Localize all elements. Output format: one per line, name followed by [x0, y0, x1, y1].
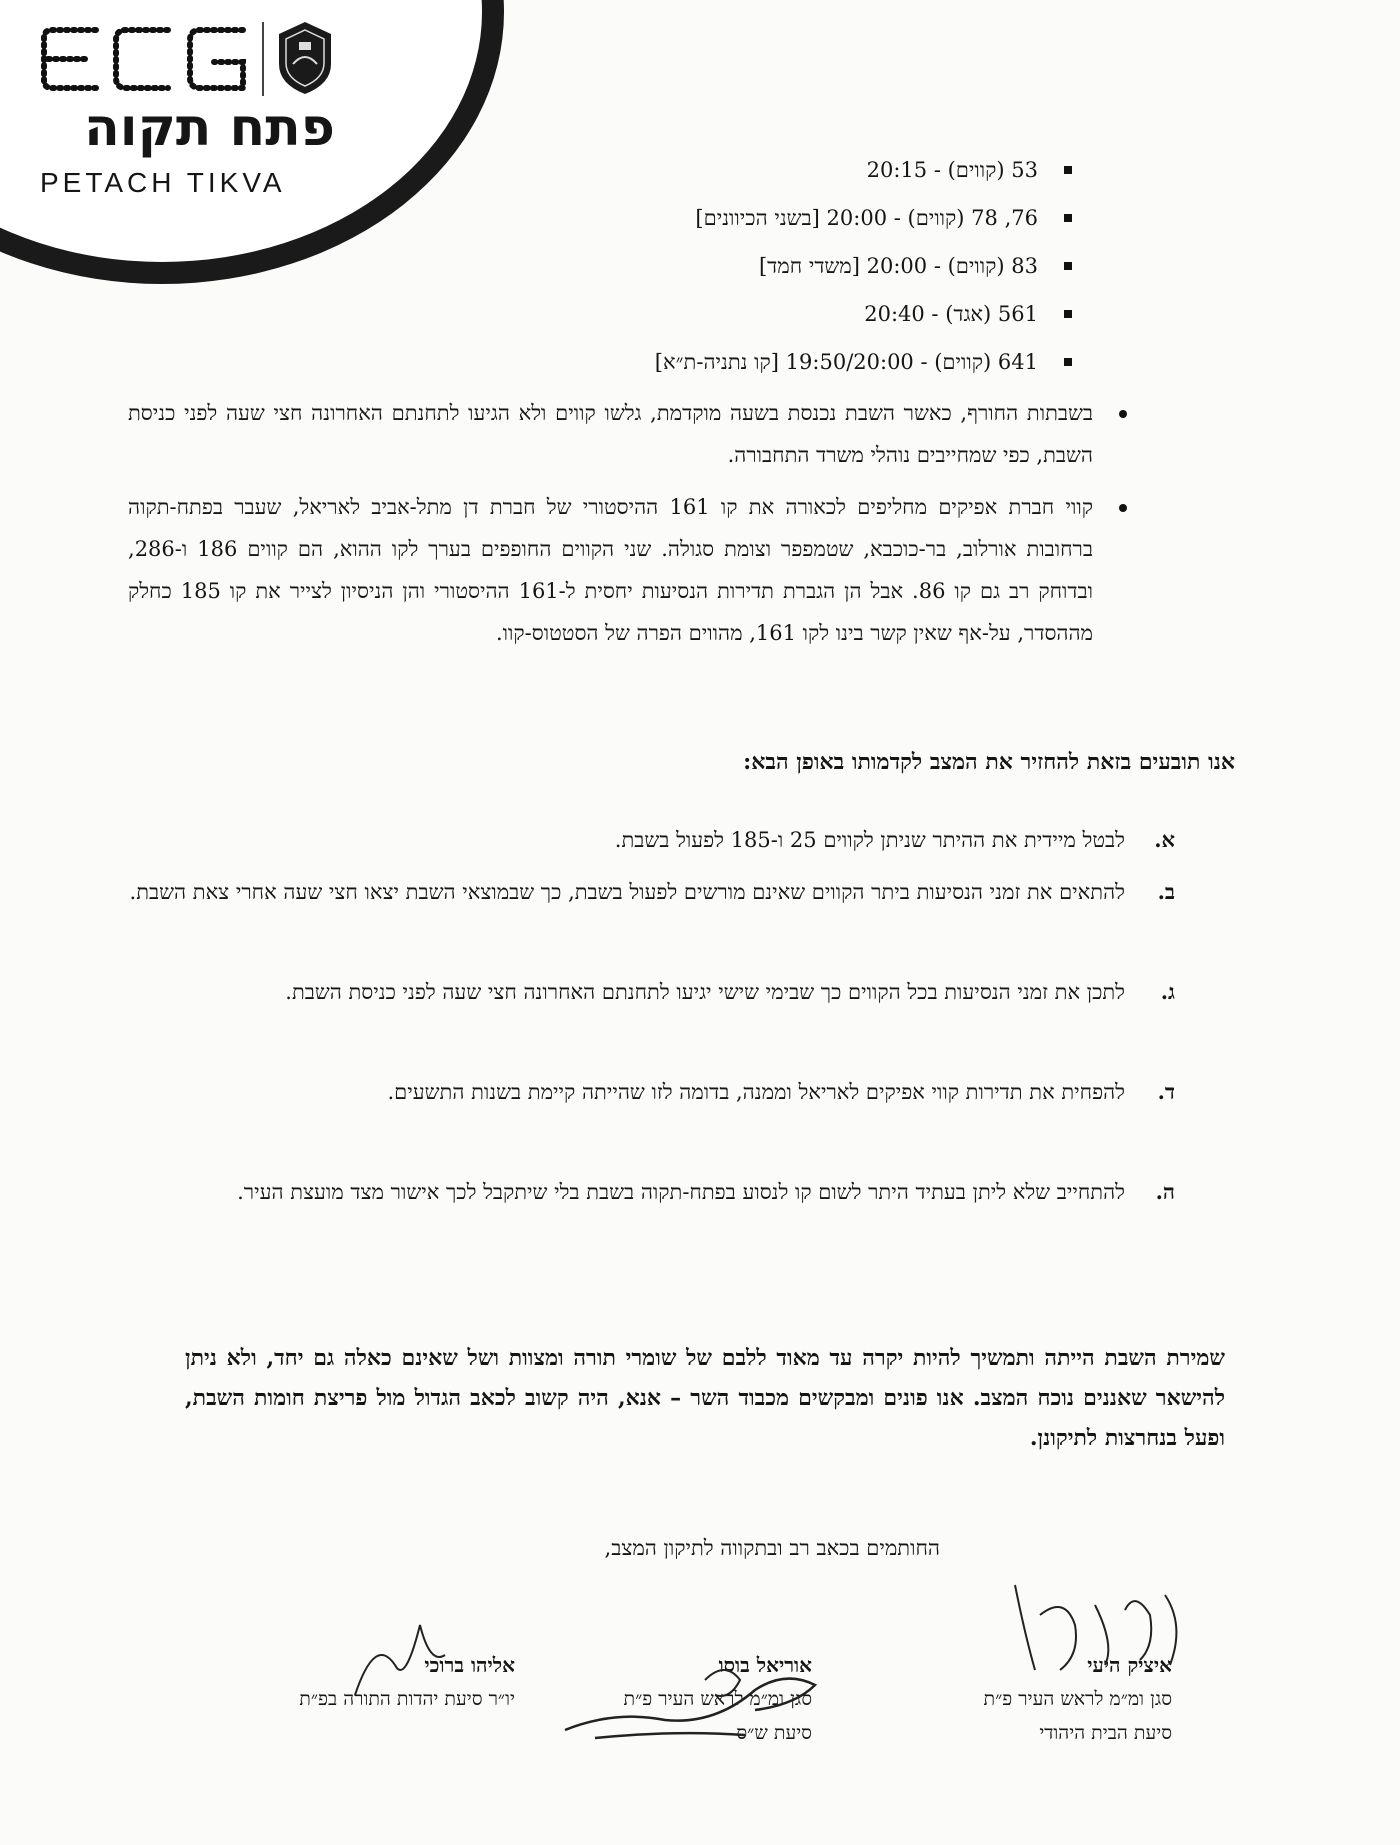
square-bullet-icon — [1064, 214, 1072, 222]
demand-letter: ב. — [1157, 879, 1175, 904]
demands-heading: אנו תובעים בזאת להחזיר את המצב לקדמותו באופן הבא: — [743, 749, 1235, 775]
handwritten-signature-icon — [335, 1615, 465, 1705]
schedule-item: 83 (קווים) - 20:00 [משדי חמד] — [380, 242, 1080, 290]
round-bullet-icon — [1119, 410, 1127, 418]
demand-text: לבטל מיידית את ההיתר שניתן לקווים 25 ו-185 לפעול בשבת. — [614, 828, 1125, 852]
demand-text: להתאים את זמני הנסיעות ביתר הקווים שאינם מורשים לפעול בשבת, כך שבמוצאי השבת יצאו חצי שעה אחרי צאת השבת. — [129, 880, 1125, 904]
signatory-title: סגן ומ״מ לראש העיר פ״ת — [623, 1688, 812, 1710]
demand-item — [125, 970, 1175, 1014]
city-logo-letters-icon — [38, 22, 253, 96]
demand-letter: א. — [1154, 827, 1175, 852]
demand-text: להפחית את תדירות קווי אפיקים לאריאל וממנה, בדומה לזו שהייתה קיימת בשנות התשעים. — [387, 1080, 1125, 1104]
bullet-paragraph: קווי חברת אפיקים מחליפים לכאורה את קו 161 ההיסטורי של חברת דן מתל-אביב לאריאל, שעבר בפתח-תקוה ברחובות אורלוב, בר-כוכבא, שטמפפר וצומת סגולה. שני הקווים החופפים בערך לקו ההוא, הם קווים 186 ו-286, ובדוחק רב גם קו 86. אבל הן הגברת תדירות הנסיעות יחסית ל-161 ההיסטורי והן הניסיון לצייר את קו 185 כחלק מההסדר, על-אף שאין קשר בינו לקו 161, מהווים הפרה של הסטטוס-קוו. — [128, 486, 1145, 654]
demand-text: להתחייב שלא ליתן בעתיד היתר לשום קו לנסוע בפתח-תקוה בשבת בלי שיתקבל לכך אישור מצד מועצת העיר. — [237, 1180, 1125, 1204]
city-emblem-icon — [275, 20, 335, 96]
demand-letter: ד. — [1157, 1079, 1175, 1104]
signatory-name: אוריאל בוסו — [718, 1653, 812, 1677]
demand-item — [125, 870, 1175, 914]
signatory-faction: סיעת הבית היהודי — [1039, 1722, 1172, 1744]
handwritten-signature-icon — [985, 1575, 1200, 1685]
schedule-item: 53 (קווים) - 20:15 — [380, 146, 1080, 194]
schedule-item: 641 (קווים) - 19:50/20:00 [קו נתניה-ת״א] — [380, 338, 1080, 386]
square-bullet-icon — [1064, 262, 1072, 270]
handwritten-signature-icon — [555, 1650, 845, 1745]
square-bullet-icon — [1064, 310, 1072, 318]
demand-letter: ג. — [1160, 979, 1175, 1004]
signatory-title: יו״ר סיעת יהדות התורה בפ״ת — [299, 1688, 515, 1710]
bullet-paragraph: בשבתות החורף, כאשר השבת נכנסת בשעה מוקדמת, גלשו קווים ולא הגיעו לתחנתם האחרונה חצי שעה לפני כניסת השבת, כפי שמחייבים נוהלי משרד התחבורה. — [128, 392, 1145, 476]
signatory-faction: סיעת ש״ס — [736, 1722, 812, 1744]
demand-text: לתכן את זמני הנסיעות בכל הקווים כך שבימי שישי יגיעו לתחנתם האחרונה חצי שעה לפני כניסת השבת. — [285, 980, 1125, 1004]
city-name-hebrew: פתח תקוה — [84, 98, 335, 158]
round-bullet-icon — [1119, 504, 1127, 512]
signatory-name: איציק היעי — [1087, 1653, 1172, 1677]
logo-divider — [262, 22, 264, 96]
bold-closing-paragraph: שמירת השבת הייתה ותמשיך להיות יקרה עד מאוד ללבם של שומרי תורה ומצוות ושל שאינם כאלה גם יחד, ולא ניתן להישאר שאננים נוכח המצב. אנו פונים ומבקשים מכבוד השר – אנא, היה קשוב לכאב הגדול מול פריצת חומות השבת, ופעל בנחרצות לתיקונן. — [185, 1345, 1225, 1451]
demand-item — [125, 1170, 1175, 1214]
city-name-english: PETACH TIKVA — [40, 167, 286, 198]
demand-letter: ה. — [1155, 1179, 1175, 1204]
demand-item — [125, 818, 1175, 862]
signatory-title: סגן ומ״מ לראש העיר פ״ת — [983, 1688, 1172, 1710]
schedule-item: 76, 78 (קווים) - 20:00 [בשני הכיוונים] — [380, 194, 1080, 242]
square-bullet-icon — [1064, 166, 1072, 174]
signatory-name: אליהו ברוכי — [424, 1653, 515, 1677]
closing-line: החותמים בכאב רב ובתקווה לתיקון המצב, — [604, 1536, 940, 1560]
square-bullet-icon — [1064, 358, 1072, 366]
demand-item — [125, 1070, 1175, 1114]
bus-schedule-list — [380, 146, 1080, 386]
schedule-item: 561 (אגד) - 20:40 — [380, 290, 1080, 338]
